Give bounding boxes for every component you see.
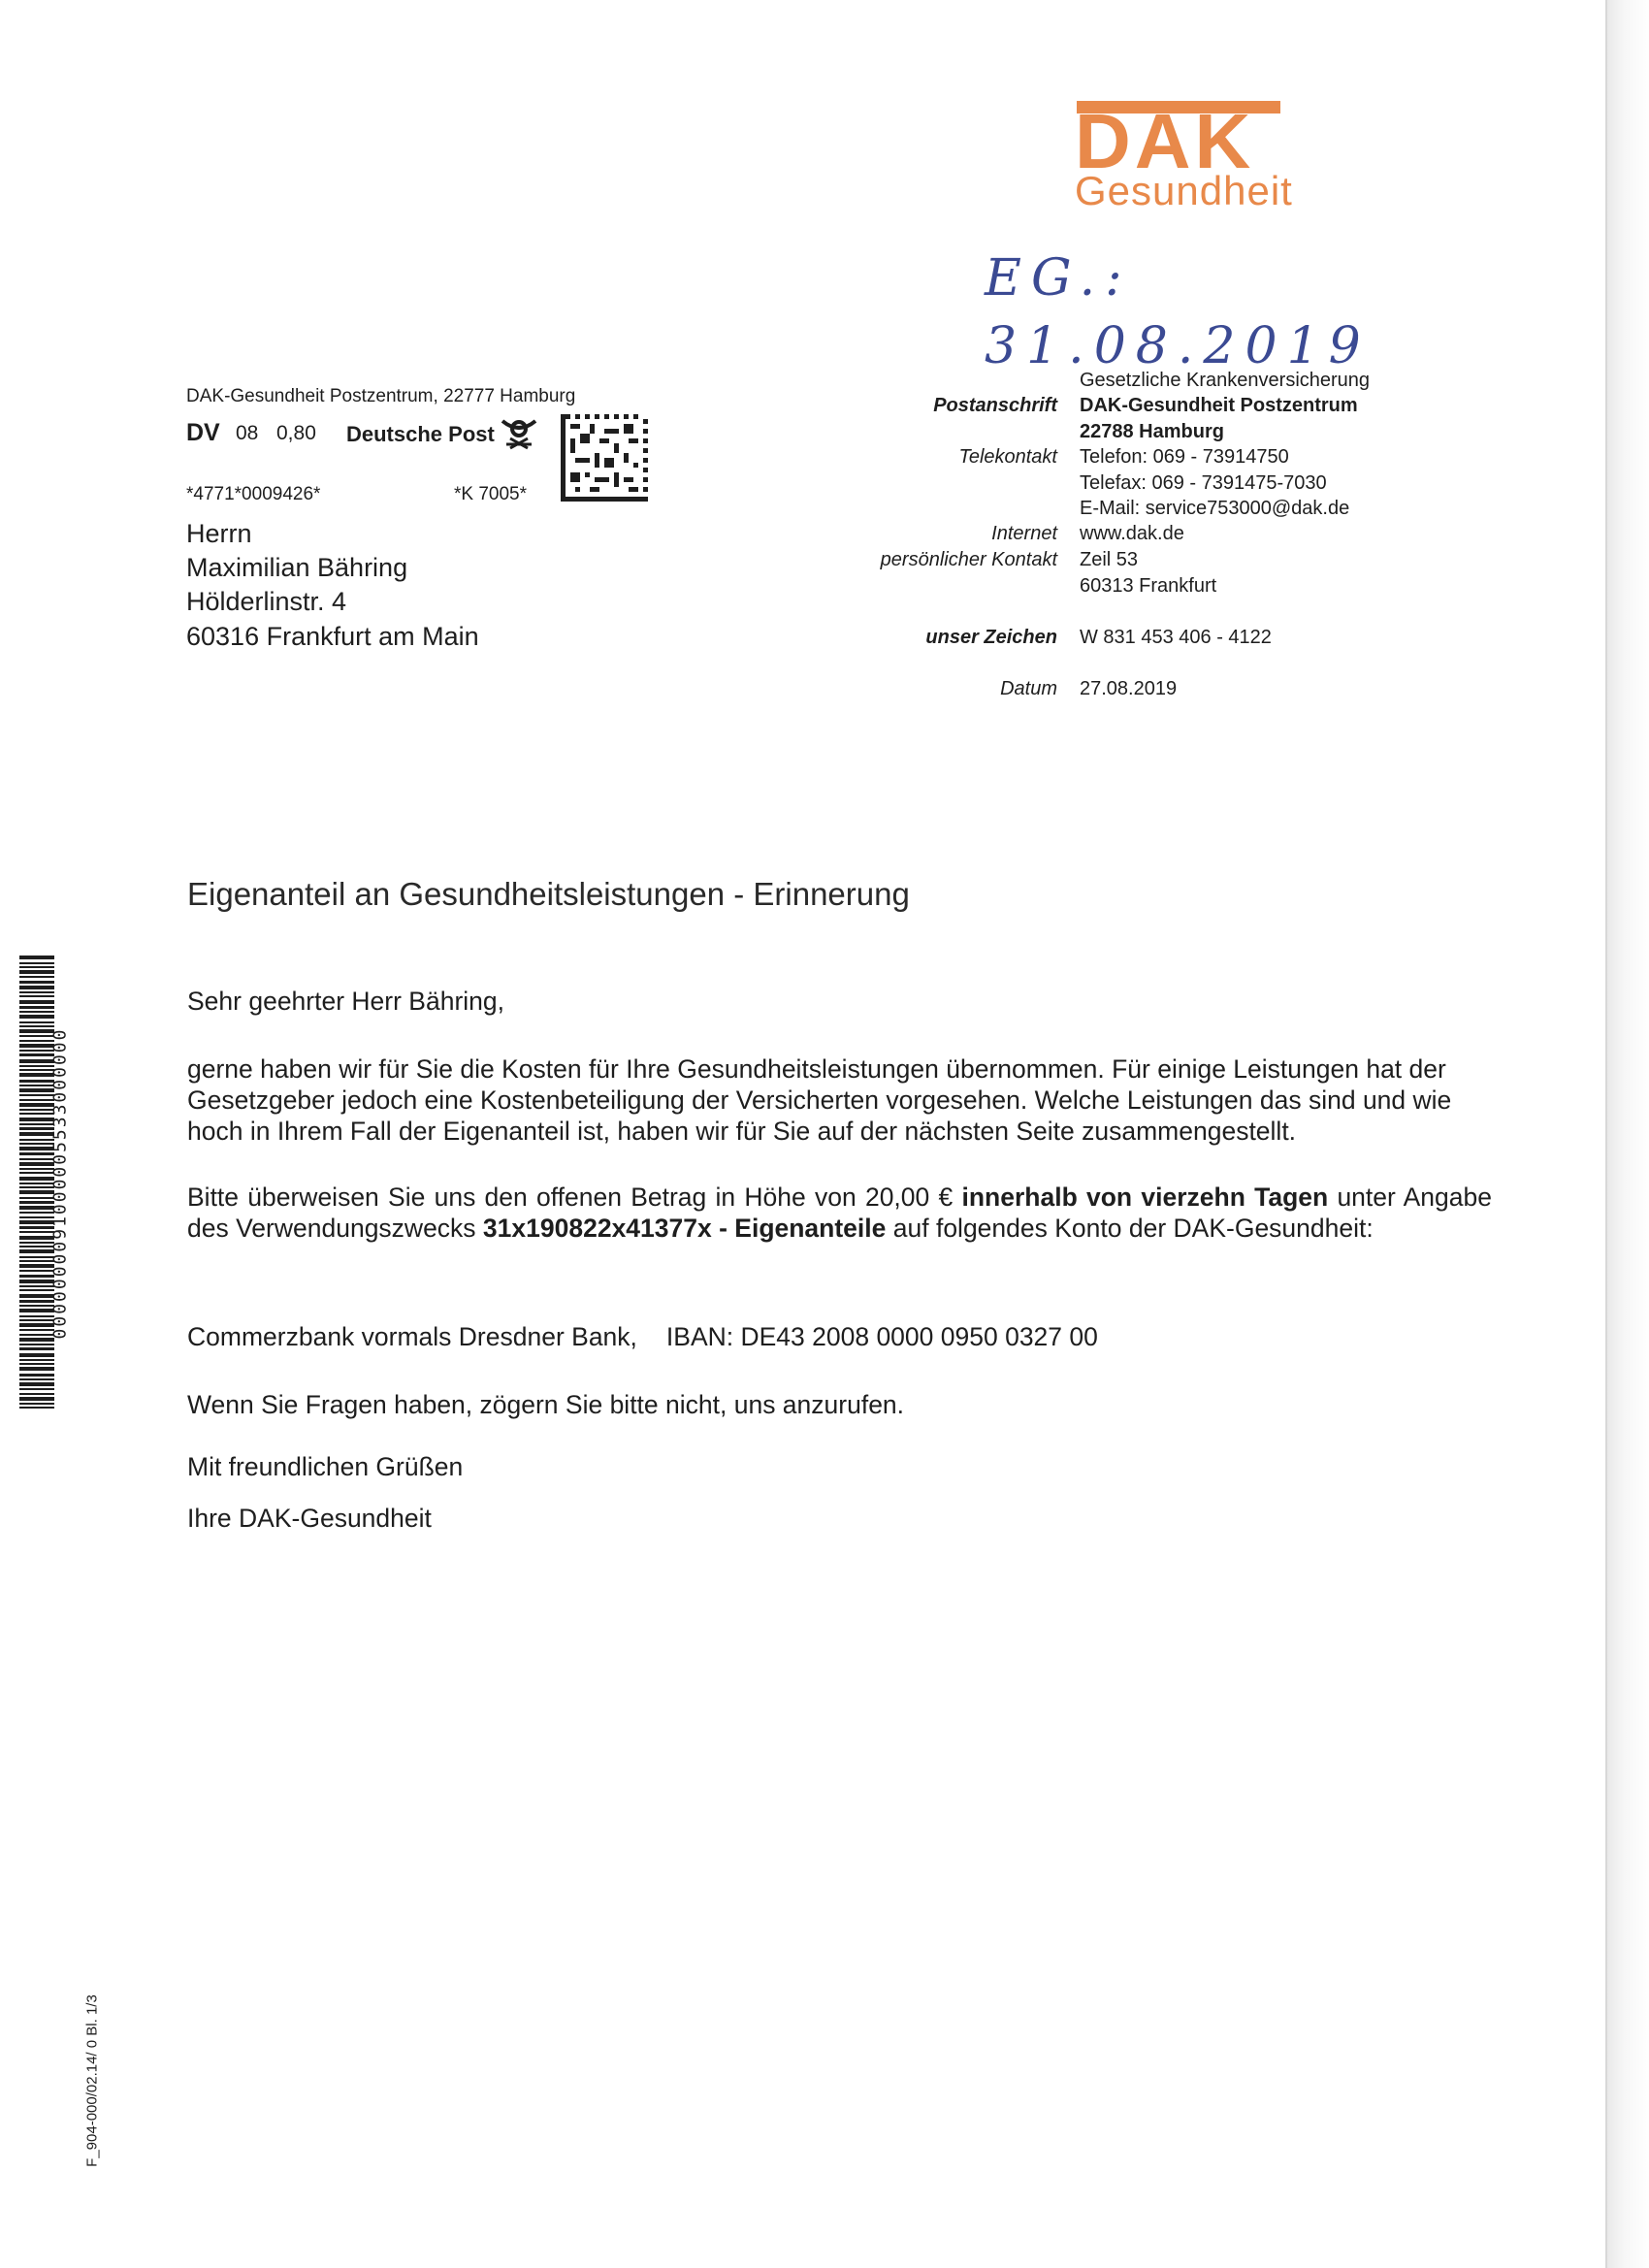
letter-closing: Mit freundlichen Grüßen bbox=[187, 1452, 464, 1481]
payment-text-c: unter Angabe des Verwendungszwecks bbox=[187, 1183, 1492, 1243]
payment-text-e: auf folgendes Konto der DAK-Gesundheit: bbox=[886, 1214, 1374, 1243]
payment-text-a: Bitte überweisen Sie uns den offenen Betrag in Höhe von 20,00 € bbox=[187, 1183, 962, 1212]
payment-reference: 31x190822x41377x - Eigenanteile bbox=[482, 1214, 887, 1243]
letter-paragraph-1: gerne haben wir für Sie die Kosten für Ihre Gesundheitsleistungen übernommen. Für einige Leistungen hat der Gesetzgeber jedoch eine Kostenbeteiligung der Versicherten vorgesehen. Welche Leistungen das sind und wie hoch in Ihrem Fall der Eigenanteil ist, haben wir für Sie auf der nächsten Seite zusammengestellt. bbox=[187, 1054, 1452, 1146]
letter-signature: Ihre DAK-Gesundheit bbox=[187, 1504, 432, 1533]
barcode-number: 0000000091000005533000000 bbox=[49, 1027, 71, 1340]
datamatrix-code-icon bbox=[561, 414, 648, 502]
page-edge bbox=[1605, 0, 1649, 2268]
recipient-street: Hölderlinstr. 4 bbox=[186, 587, 347, 616]
email-value: E-Mail: service753000@dak.de bbox=[1080, 498, 1350, 519]
internet-value: www.dak.de bbox=[1080, 523, 1184, 544]
recipient-city: 60316 Frankfurt am Main bbox=[186, 622, 479, 651]
bank-name: Commerzbank vormals Dresdner Bank, bbox=[187, 1322, 637, 1351]
datum-label: Datum bbox=[1000, 678, 1057, 699]
sender-code: *4771*0009426* bbox=[186, 484, 321, 504]
dv-number: 08 bbox=[236, 422, 259, 444]
letter-paragraph-2 bbox=[187, 1182, 1492, 1244]
post-horn-icon bbox=[499, 415, 539, 450]
telefax-value: Telefax: 069 - 7391475-7030 bbox=[1080, 472, 1327, 494]
sender-code-k: *K 7005* bbox=[454, 484, 528, 504]
kontakt-street: Zeil 53 bbox=[1080, 549, 1139, 570]
dak-logo-subtitle: Gesundheit bbox=[1075, 168, 1293, 213]
telekontakt-label: Telekontakt bbox=[958, 446, 1057, 468]
handwritten-receipt-note: EG.: 31.08.2019 bbox=[985, 249, 1371, 375]
postage-price: 0,80 bbox=[276, 422, 316, 444]
internet-label: Internet bbox=[991, 523, 1057, 544]
letter-subject: Eigenanteil an Gesundheitsleistungen - Erinnerung bbox=[187, 876, 910, 912]
recipient-name: Maximilian Bähring bbox=[186, 553, 408, 582]
insurance-type: Gesetzliche Krankenversicherung bbox=[1080, 370, 1371, 391]
datum-value: 27.08.2019 bbox=[1080, 678, 1178, 699]
zeichen-label: unser Zeichen bbox=[925, 627, 1057, 648]
letter-greeting: Sehr geehrter Herr Bähring, bbox=[187, 987, 504, 1016]
payment-deadline: innerhalb von vierzehn Tagen bbox=[961, 1183, 1329, 1212]
dv-mark: DV bbox=[186, 419, 220, 446]
dak-logo: DAK bbox=[1075, 98, 1255, 184]
kontakt-label: persönlicher Kontakt bbox=[880, 549, 1057, 570]
postanschrift-label: Postanschrift bbox=[933, 395, 1057, 416]
form-code: F_904-000/02.14/ 0 Bl. 1/3 bbox=[83, 1994, 101, 2167]
zeichen-value: W 831 453 406 - 4122 bbox=[1080, 627, 1272, 648]
telefon-value: Telefon: 069 - 73914750 bbox=[1080, 446, 1289, 468]
postanschrift-line1: DAK-Gesundheit Postzentrum bbox=[1080, 395, 1358, 416]
kontakt-city: 60313 Frankfurt bbox=[1080, 575, 1217, 597]
postanschrift-line2: 22788 Hamburg bbox=[1080, 421, 1224, 442]
letter-paragraph-3: Wenn Sie Fragen haben, zögern Sie bitte nicht, uns anzurufen. bbox=[187, 1390, 905, 1419]
sender-return-address: DAK-Gesundheit Postzentrum, 22777 Hamburg bbox=[186, 386, 576, 406]
recipient-salutation: Herrn bbox=[186, 519, 252, 548]
bank-iban: IBAN: DE43 2008 0000 0950 0327 00 bbox=[665, 1322, 1098, 1351]
bank-line bbox=[187, 1321, 1492, 1352]
carrier-name: Deutsche Post bbox=[346, 422, 495, 446]
